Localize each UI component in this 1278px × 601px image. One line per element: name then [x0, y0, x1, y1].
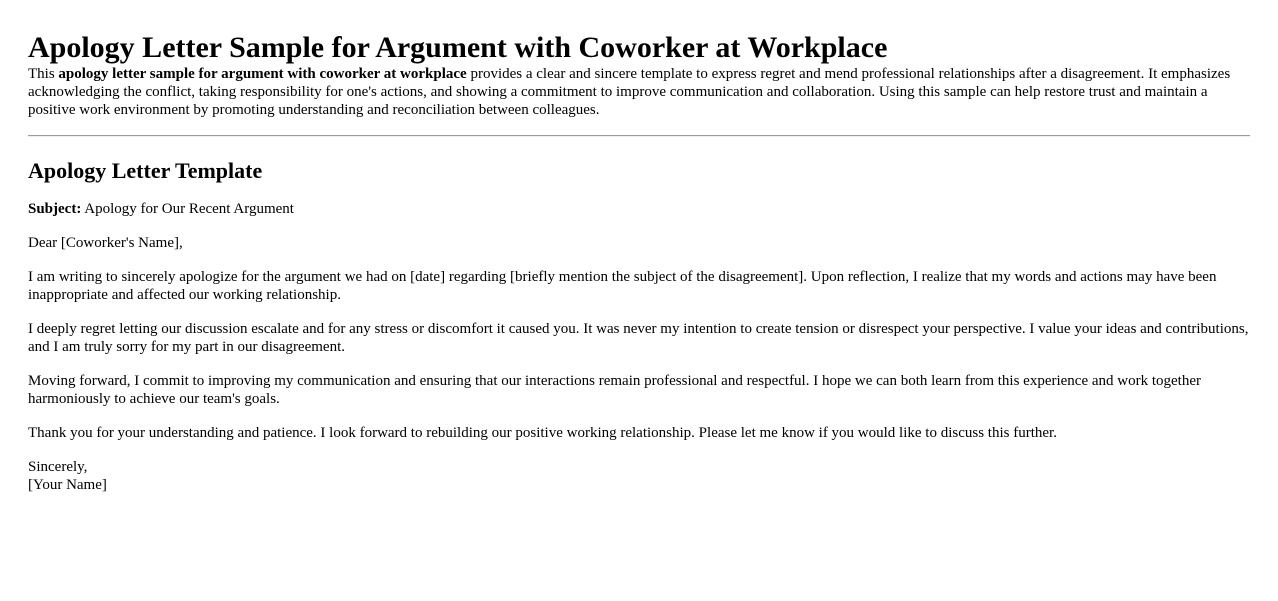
section-divider	[28, 135, 1250, 137]
letter-paragraph: Thank you for your understanding and patience. I look forward to rebuilding our positive working relationship. Please let me know if you would like to discuss this further.	[28, 425, 1057, 441]
subject-value: Apology for Our Recent Argument	[81, 201, 294, 217]
letter-paragraph: I deeply regret letting our discussion escalate and for any stress or discomfort it caused you. It was never my intention to create tension or disrespect your perspective. I value your ideas and contributions, and I am truly sorry for my part in our disagreement.	[28, 321, 1249, 355]
intro-rest: provides a clear and sincere template to express regret and mend professional relationships after a disagreement. It emphasizes acknowledging the conflict, taking responsibility for one's actions, and showing a commitment to improve communication and collaboration. Using this sample can help restore trust and maintain a positive work environment by promoting understanding and reconciliation between colleagues.	[28, 66, 1231, 118]
letter-paragraph: Moving forward, I commit to improving my communication and ensuring that our interactions remain professional and respectful. I hope we can both learn from this experience and work together harmoniously to achieve our team's goals.	[28, 373, 1201, 407]
subject-line	[28, 200, 1250, 218]
page-title: Apology Letter Sample for Argument with Coworker at Workplace	[28, 31, 888, 64]
letter-paragraph: I am writing to sincerely apologize for the argument we had on [date] regarding [briefly mention the subject of the disagreement]. Upon reflection, I realize that my words and actions may have been inappropriate and affected our working relationship.	[28, 269, 1217, 303]
letter-signature: [Your Name]	[28, 477, 107, 493]
letter-closing: Sincerely,	[28, 459, 88, 475]
intro-paragraph	[28, 65, 1250, 119]
letter-signoff	[28, 458, 1250, 494]
intro-prefix: This	[28, 66, 59, 82]
intro-bold-phrase: apology letter sample for argument with coworker at workplace	[58, 66, 467, 82]
template-heading: Apology Letter Template	[28, 158, 263, 183]
letter-greeting: Dear [Coworker's Name],	[28, 235, 183, 251]
subject-label: Subject:	[28, 201, 82, 217]
